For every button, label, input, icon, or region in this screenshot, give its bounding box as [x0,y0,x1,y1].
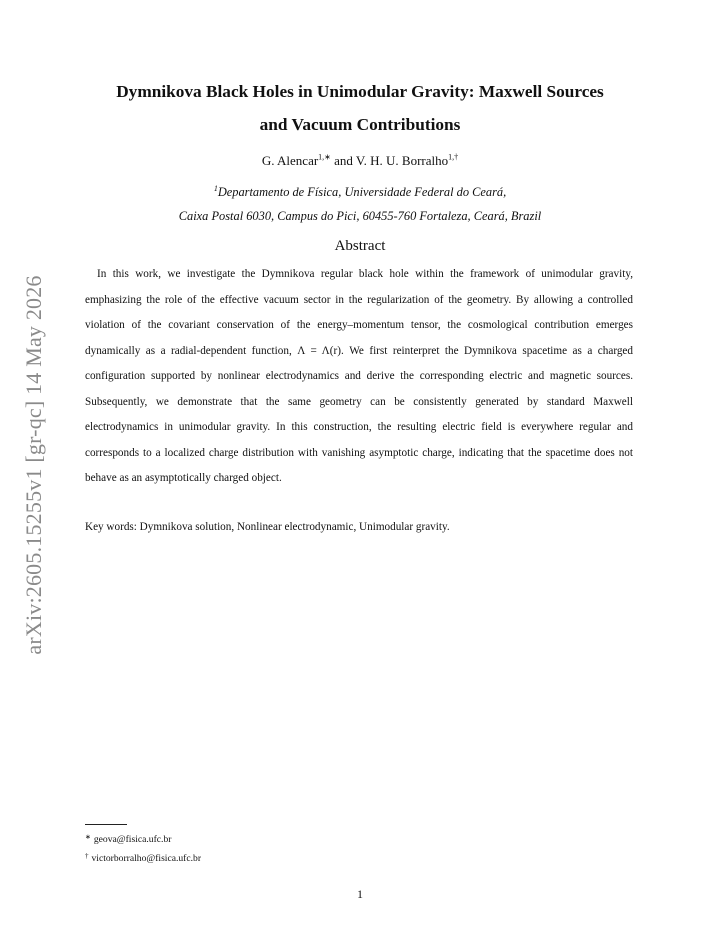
keywords: Key words: Dymnikova solution, Nonlinear electrodynamic, Unimodular gravity. [85,521,450,533]
title-line-1: Dymnikova Black Holes in Unimodular Gravity: Maxwell Sources [116,82,604,101]
footnote-item [85,829,485,848]
footnotes [85,829,485,867]
abstract-body: In this work, we investigate the Dymnikova regular black hole within the framework of unimodular gravity, emphasizing the role of the effective vacuum sector in the regularization of the geometry. By allowing a controlled violation of the covariant conservation of the energy–momentum tensor, the cosmological contribution emerges dynamically as a radial-dependent function, Λ = Λ(r). We first reinterpret the Dymnikova spacetime as a charged configuration supported by nonlinear electrodynamics and derive the corresponding electric and magnetic sources. Subsequently, we demonstrate that the same geometry can be consistently generated by standard Maxwell electrodynamics in unimodular gravity. In this construction, the resulting electric field is everywhere regular and corresponds to a localized charge distribution with vanishing asymptotic charge, indicating that the spacetime does not behave as an asymptotically charged object. [85,268,633,484]
footnote-rule [85,824,127,825]
paper-title [70,76,650,141]
footnote-email: victorborralho@fisica.ufc.br [91,853,202,864]
affiliation-line-2: Caixa Postal 6030, Campus do Pici, 60455-760 Fortaleza, Ceará, Brazil [178,209,542,223]
author-alencar-marks: 1,∗ [318,152,331,162]
author-borralho: V. H. U. Borralho [355,153,449,168]
affiliation-line-1 [70,180,650,204]
arxiv-side-stamp: arXiv:2605.15255v1 [gr-qc] 14 May 2026 [21,275,46,655]
footnote-mark: ∗ [85,833,91,841]
footnote-mark: † [85,852,89,860]
author-conjunction: and [334,153,353,168]
author-borralho-marks: 1,† [448,152,459,162]
affiliation-mark: 1 [213,183,218,193]
author-alencar: G. Alencar [261,153,319,168]
title-line-2: and Vacuum Contributions [259,114,461,134]
footnote-item [85,848,485,867]
footnote-email: geova@fisica.ufc.br [93,834,172,845]
author-list [70,152,650,170]
affiliation [70,180,650,228]
page-number: 1 [357,887,363,901]
abstract-heading: Abstract [334,238,386,254]
affiliation-line-1-text: Departamento de Física, Universidade Federal do Ceará, [217,185,507,199]
